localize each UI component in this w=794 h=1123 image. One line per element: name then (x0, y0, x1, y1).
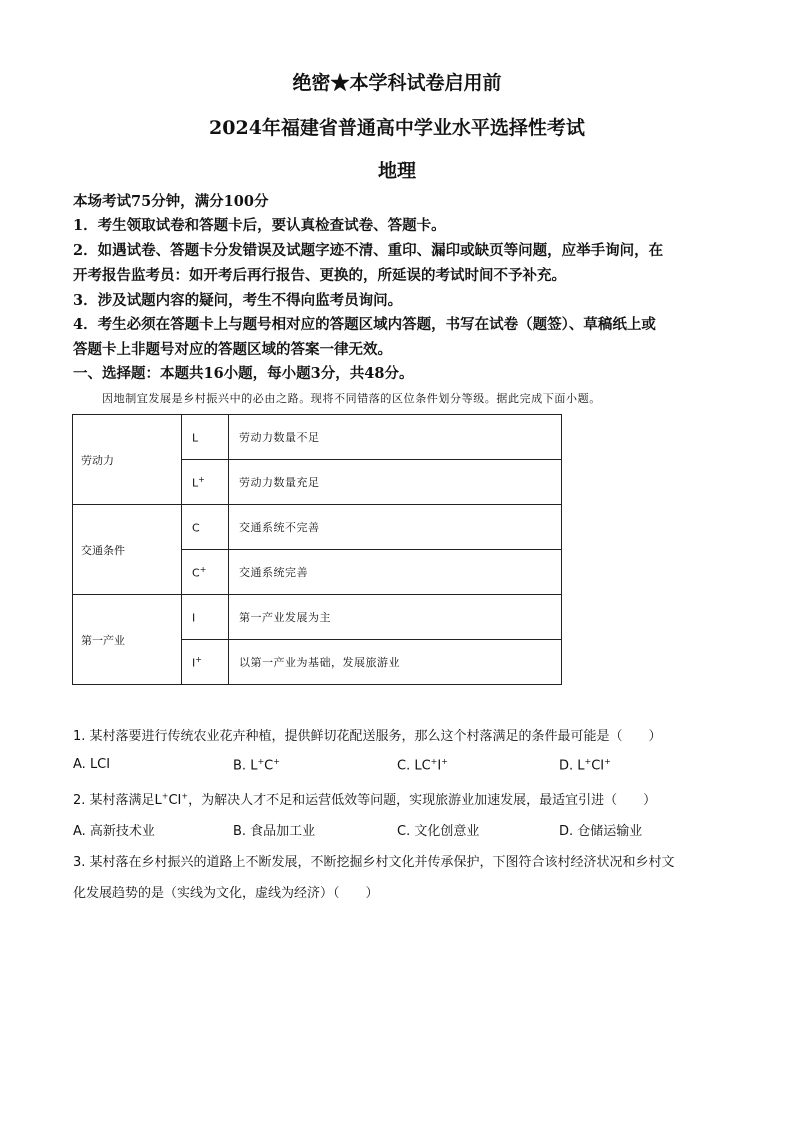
q2-option-a[interactable]: A. 高新技术业 (73, 824, 155, 839)
code-cell: L (182, 415, 229, 460)
description-cell: 第一产业发展为主 (229, 595, 562, 640)
category-cell: 劳动力 (73, 415, 182, 505)
question-3-stem-line2: 化发展趋势的是（实线为文化，虚线为经济）（ ） (73, 886, 379, 901)
instruction-2-line1: 2．如遇试卷、答题卡分发错误及试题字迹不清、重印、漏印或缺页等问题，应举手询问，在 (73, 242, 664, 259)
category-cell: 第一产业 (73, 595, 182, 685)
question-2-stem: 2. 某村落满足L+CI+，为解决人才不足和运营低效等问题，实现旅游业加速发展，最适宜引进（ ） (73, 791, 657, 808)
q1-option-b[interactable]: B. L+C+ (233, 757, 280, 774)
q1-option-d[interactable]: D. L+CI+ (559, 757, 611, 774)
description-cell: 劳动力数量充足 (229, 460, 562, 505)
code-cell: L+ (182, 460, 229, 505)
instruction-1: 1．考生领取试卷和答题卡后，要认真检查试卷、答题卡。 (73, 217, 446, 234)
code-cell: I (182, 595, 229, 640)
table-row (73, 595, 562, 640)
exam-title: 2024年福建省普通高中学业水平选择性考试 (209, 117, 585, 139)
description-cell: 劳动力数量不足 (229, 415, 562, 460)
instruction-4-line2: 答题卡上非题号对应的答题区域的答案一律无效。 (73, 341, 392, 358)
question-1-stem: 1. 某村落要进行传统农业花卉种植，提供鲜切花配送服务，那么这个村落满足的条件最可能是（ ） (73, 729, 662, 744)
description-cell: 以第一产业为基础，发展旅游业 (229, 640, 562, 685)
description-cell: 交通系统完善 (229, 550, 562, 595)
instruction-4-line1: 4．考生必须在答题卡上与题号相对应的答题区域内答题，书写在试卷（题签）、草稿纸上或 (73, 316, 656, 333)
subject-title: 地理 (377, 160, 416, 182)
code-cell: I+ (182, 640, 229, 685)
table-row (73, 505, 562, 550)
code-cell: C (182, 505, 229, 550)
instruction-2-line2: 开考报告监考员：如开考后再行报告、更换的，所延误的考试时间不予补充。 (73, 267, 566, 284)
category-cell: 交通条件 (73, 505, 182, 595)
exam-time-score: 本场考试75分钟，满分100分 (73, 193, 269, 210)
q1-option-a[interactable]: A. LCI (73, 757, 111, 772)
q1-option-c[interactable]: C. LC+I+ (397, 757, 448, 774)
q2-option-b[interactable]: B. 食品加工业 (233, 824, 316, 839)
q2-option-c[interactable]: C. 文化创意业 (397, 824, 480, 839)
secret-label: 绝密★本学科试卷启用前 (292, 72, 502, 94)
q2-option-d[interactable]: D. 仓储运输业 (559, 824, 643, 839)
table-row (73, 415, 562, 460)
code-cell: C+ (182, 550, 229, 595)
conditions-table (72, 414, 562, 685)
question-3-stem-line1: 3. 某村落在乡村振兴的道路上不断发展，不断挖掘乡村文化并传承保护，下图符合该村经济状况和乡村文 (73, 855, 675, 870)
description-cell: 交通系统不完善 (229, 505, 562, 550)
section-heading: 一、选择题：本题共16小题，每小题3分，共48分。 (73, 365, 414, 382)
instruction-3: 3．涉及试题内容的疑问，考生不得向监考员询问。 (73, 292, 403, 309)
section-intro: 因地制宜发展是乡村振兴中的必由之路。现将不同错落的区位条件划分等级。据此完成下面小题。 (102, 392, 601, 405)
